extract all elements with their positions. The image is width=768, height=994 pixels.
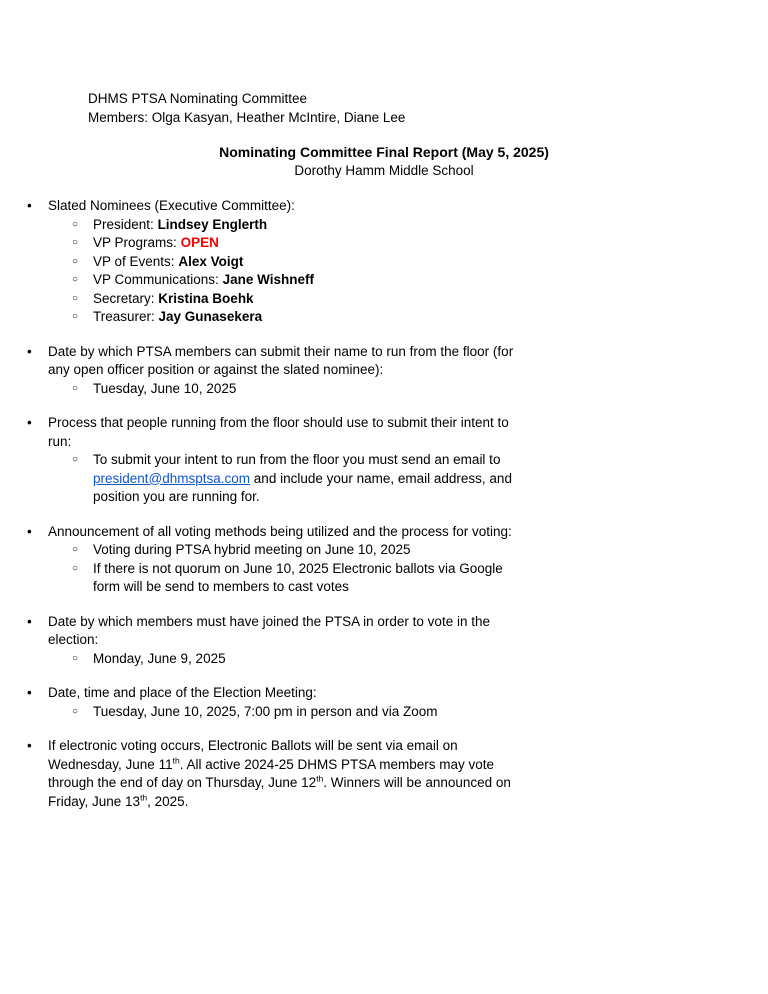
nominee-label: President: bbox=[93, 216, 154, 232]
section-heading: Announcement of all voting methods being utilized and the process for voting: bbox=[48, 523, 512, 539]
section-heading: Slated Nominees (Executive Committee): bbox=[48, 198, 295, 213]
run-process-text-continued: and include your name, email address, and bbox=[253, 470, 512, 486]
nominee-secretary bbox=[0, 290, 768, 309]
section-electronic-voting bbox=[0, 737, 768, 811]
bullet-icon: • bbox=[27, 198, 32, 213]
nominee-label: VP Programs: bbox=[93, 235, 177, 250]
list-item bbox=[0, 451, 768, 507]
list-item bbox=[0, 737, 768, 811]
circle-bullet-icon: ○ bbox=[72, 218, 79, 230]
doc-header-line1: DHMS PTSA Nominating Committee bbox=[88, 91, 308, 106]
nominee-name: Jane Wishneff bbox=[222, 272, 314, 287]
circle-bullet-icon: ○ bbox=[72, 382, 79, 394]
list-item bbox=[0, 684, 768, 703]
list-item bbox=[0, 380, 768, 399]
bullet-icon: • bbox=[27, 613, 32, 629]
section-heading: Process that people running from the floor should use to submit their intent to run: bbox=[48, 415, 509, 449]
nominee-vp-communications bbox=[0, 271, 768, 290]
membership-deadline-date: Monday, June 9, 2025 bbox=[93, 650, 226, 666]
voting-method-electronic: If there is not quorum on June 10, 2025 Electronic ballots via Google form will be send to members to cast votes bbox=[93, 560, 503, 594]
election-meeting-details: Tuesday, June 10, 2025, 7:00 pm in person and via Zoom bbox=[93, 703, 438, 719]
ordinal-suffix: th bbox=[172, 755, 180, 765]
section-slated-nominees bbox=[0, 197, 768, 327]
section-heading: Date by which PTSA members can submit their name to run from the floor (for any open officer position or against the slated nominee): bbox=[48, 343, 514, 377]
list-item bbox=[0, 343, 768, 380]
circle-bullet-icon: ○ bbox=[72, 705, 79, 717]
section-run-process bbox=[0, 414, 768, 507]
deadline-date: Tuesday, June 10, 2025 bbox=[93, 380, 237, 396]
email-link[interactable]: president@dhmsptsa.com bbox=[93, 470, 251, 486]
section-election-meeting bbox=[0, 684, 768, 721]
electronic-voting-text: If electronic voting occurs, Electronic Ballots will be sent via email on Wednesday, June 11th. All active 2024-25 DHMS PTSA members may vote through the end of day on Thursday, June 12th. Winners will be announced on Friday, June 13th, 2025. bbox=[48, 738, 511, 809]
nominee-vp-programs bbox=[0, 234, 768, 253]
nominee-vp-events bbox=[0, 253, 768, 272]
bullet-icon: • bbox=[27, 738, 32, 753]
report-subtitle: Dorothy Hamm Middle School bbox=[294, 162, 474, 178]
circle-bullet-icon: ○ bbox=[72, 255, 79, 267]
list-item bbox=[0, 197, 768, 216]
circle-bullet-icon: ○ bbox=[72, 311, 79, 322]
report-title: Nominating Committee Final Report (May 5, 2025) bbox=[219, 144, 549, 160]
circle-bullet-icon: ○ bbox=[72, 544, 79, 555]
list-item bbox=[0, 613, 768, 650]
list-item bbox=[0, 560, 768, 597]
ordinal-suffix: th bbox=[316, 773, 324, 784]
title-block bbox=[88, 143, 680, 180]
list-item bbox=[0, 703, 768, 722]
section-submit-name-deadline bbox=[0, 343, 768, 399]
bullet-icon: • bbox=[27, 685, 32, 700]
nominee-label: VP Communications: bbox=[93, 272, 219, 287]
circle-bullet-icon: ○ bbox=[72, 562, 79, 574]
voting-method-hybrid: Voting during PTSA hybrid meeting on June 10, 2025 bbox=[93, 542, 411, 557]
circle-bullet-icon: ○ bbox=[72, 652, 79, 664]
list-item bbox=[0, 523, 768, 542]
list-item bbox=[0, 414, 768, 451]
section-heading: Date, time and place of the Election Meeting: bbox=[48, 685, 317, 700]
bullet-icon: • bbox=[27, 343, 32, 359]
nominee-label: VP of Events: bbox=[93, 253, 175, 269]
nominee-label: Secretary: bbox=[93, 290, 155, 306]
nominee-label: Treasurer: bbox=[93, 309, 155, 324]
nominee-name: Alex Voigt bbox=[178, 253, 244, 269]
bullet-icon: • bbox=[27, 523, 32, 539]
section-membership-deadline bbox=[0, 613, 768, 669]
nominee-name: Lindsey Englerth bbox=[157, 216, 268, 232]
run-process-text: To submit your intent to run from the floor you must send an email to president@dhmsptsa.com and include your name, email address, and position you are running for. bbox=[93, 452, 512, 504]
section-voting-methods bbox=[0, 523, 768, 597]
circle-bullet-icon: ○ bbox=[72, 454, 79, 465]
list-item bbox=[0, 650, 768, 669]
ordinal-suffix: th bbox=[140, 792, 148, 802]
circle-bullet-icon: ○ bbox=[72, 274, 79, 285]
doc-header bbox=[88, 90, 768, 127]
nominee-name: Kristina Boehk bbox=[158, 290, 254, 306]
section-heading: Date by which members must have joined the PTSA in order to vote in the election: bbox=[48, 613, 490, 647]
open-status: OPEN bbox=[180, 235, 219, 250]
doc-header-line2: Members: Olga Kasyan, Heather McIntire, Diane Lee bbox=[88, 109, 406, 125]
nominee-treasurer bbox=[0, 308, 768, 327]
nominee-president bbox=[0, 216, 768, 235]
bullet-icon: • bbox=[27, 415, 32, 430]
list-item bbox=[0, 541, 768, 560]
circle-bullet-icon: ○ bbox=[72, 237, 79, 248]
circle-bullet-icon: ○ bbox=[72, 292, 79, 304]
nominee-name: Jay Gunasekera bbox=[158, 309, 263, 324]
